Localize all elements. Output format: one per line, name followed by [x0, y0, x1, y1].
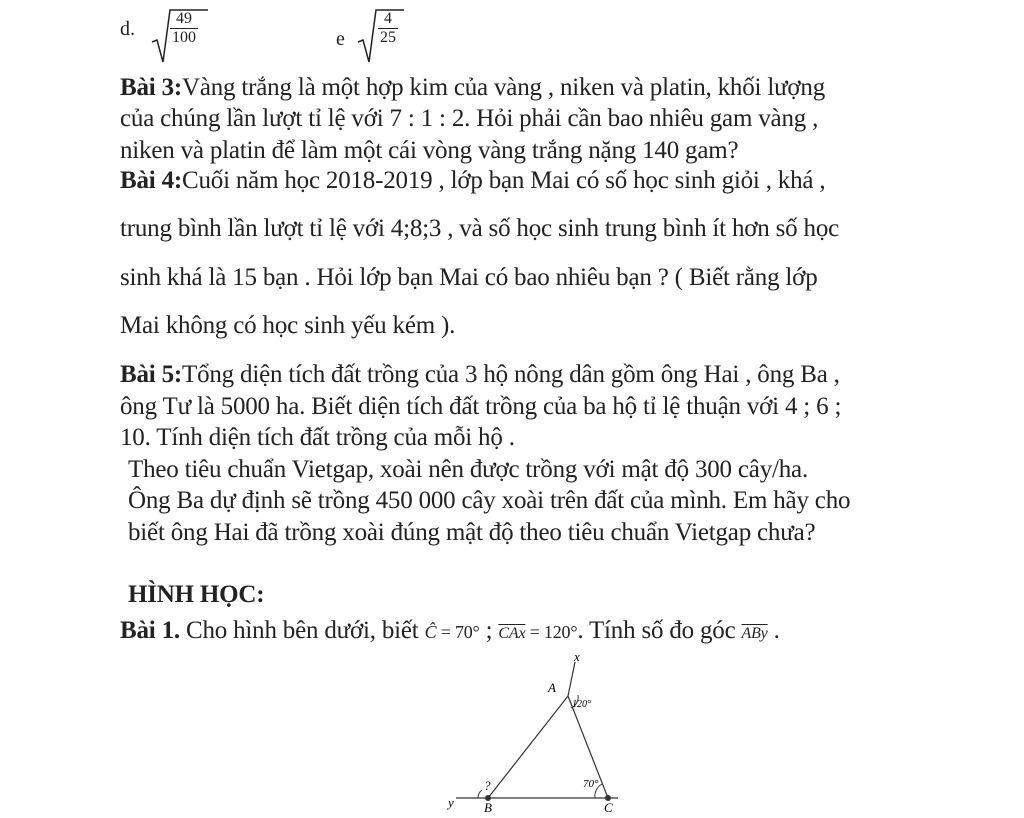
line-ax — [568, 662, 575, 696]
bai5-line-2: ông Tư là 5000 ha. Biết diện tích đất trồng của ba hộ tỉ lệ thuận với 4 ; 6 ; — [120, 393, 842, 420]
geometry-heading — [128, 580, 264, 610]
geometry-bai1 — [120, 616, 780, 649]
bai4-line-3: sinh khá là 15 bạn . Hỏi lớp bạn Mai có bao nhiêu bạn ? ( Biết rằng lớp — [120, 264, 818, 291]
label-angle-b: ? — [484, 778, 491, 793]
bai4-title: Bài 4: — [120, 167, 182, 194]
bai5-extra-line-1: Theo tiêu chuẩn Vietgap, xoài nên được trồng với mật độ 300 cây/ha. — [128, 456, 808, 483]
label-angle-a: 120° — [572, 699, 591, 710]
item-d — [120, 4, 440, 64]
fraction-numerator: 4 — [378, 10, 398, 29]
geometry-bai1-end: . — [767, 617, 780, 644]
fraction-4-25 — [378, 10, 398, 47]
bai4-line-1 — [120, 166, 825, 196]
geometry-bai1-title: Bài 1. — [120, 617, 180, 644]
label-y: y — [448, 795, 454, 810]
label-x: x — [574, 650, 580, 664]
angle-c-value: = 70° — [436, 622, 480, 642]
bai5-extra-line-3: biết ông Hai đã trồng xoài đúng mật độ theo tiêu chuẩn Vietgap chưa? — [128, 519, 816, 546]
item-d-label: d. — [120, 18, 135, 40]
label-b: B — [484, 800, 492, 815]
bai5-extra-line-2: Ông Ba dự định sẽ trồng 450 000 cây xoài trên đất của mình. Em hãy cho — [128, 487, 851, 514]
bai3-line-3: niken và platin để làm một cái vòng vàng trắng nặng 140 gam? — [120, 137, 739, 164]
label-c: C — [604, 800, 613, 815]
label-angle-c: 70° — [583, 778, 599, 790]
segment-ab — [488, 696, 568, 798]
geometry-bai1-text-a: Cho hình bên dưới, biết — [179, 617, 425, 644]
bai4-text: Cuối năm học 2018-2019 , lớp bạn Mai có số học sinh giỏi , khá , — [182, 167, 826, 194]
bai5-line-3: 10. Tính diện tích đất trồng của mỗi hộ . — [120, 424, 515, 451]
bai3-line-2: của chúng lần lượt tỉ lệ với 7 : 1 : 2. Hỏi phải cần bao nhiêu gam vàng , — [120, 105, 819, 132]
label-a: A — [548, 680, 556, 695]
fraction-numerator: 49 — [170, 10, 198, 29]
bai5-line-1 — [120, 360, 840, 390]
separator: ; — [479, 617, 499, 644]
angle-cax: $\overline{CAx}$ — [498, 625, 526, 642]
bai3-title: Bài 3: — [120, 74, 182, 101]
triangle-figure — [430, 650, 650, 818]
fraction-denominator: 25 — [380, 29, 396, 46]
bai5-title: Bài 5: — [120, 361, 182, 388]
angle-c: Ĉ — [424, 622, 437, 642]
fraction-49-100 — [170, 10, 198, 47]
angle-arc-b — [478, 790, 482, 798]
angle-cax-value: = 120° — [525, 622, 578, 642]
geometry-heading-text: HÌNH HỌC: — [128, 581, 265, 608]
bai4-line-4: Mai không có học sinh yếu kém ). — [120, 312, 456, 339]
bai4-line-2: trung bình lần lượt tỉ lệ với 4;8;3 , và số học sinh trung bình ít hơn số học — [120, 215, 840, 242]
angle-aby: $\overline{ABy}$ — [741, 625, 768, 642]
bai3-text: Vàng trắng là một hợp kim của vàng , niken và platin, khối lượng — [182, 74, 826, 101]
geometry-bai1-text-b: . Tính số đo góc — [577, 617, 742, 644]
bai5-text: Tổng diện tích đất trồng của 3 hộ nông dân gồm ông Hai , ông Ba , — [182, 361, 840, 388]
letter-e: e — [336, 28, 345, 50]
fraction-denominator: 100 — [172, 29, 196, 46]
bai3-line-1 — [120, 73, 825, 103]
